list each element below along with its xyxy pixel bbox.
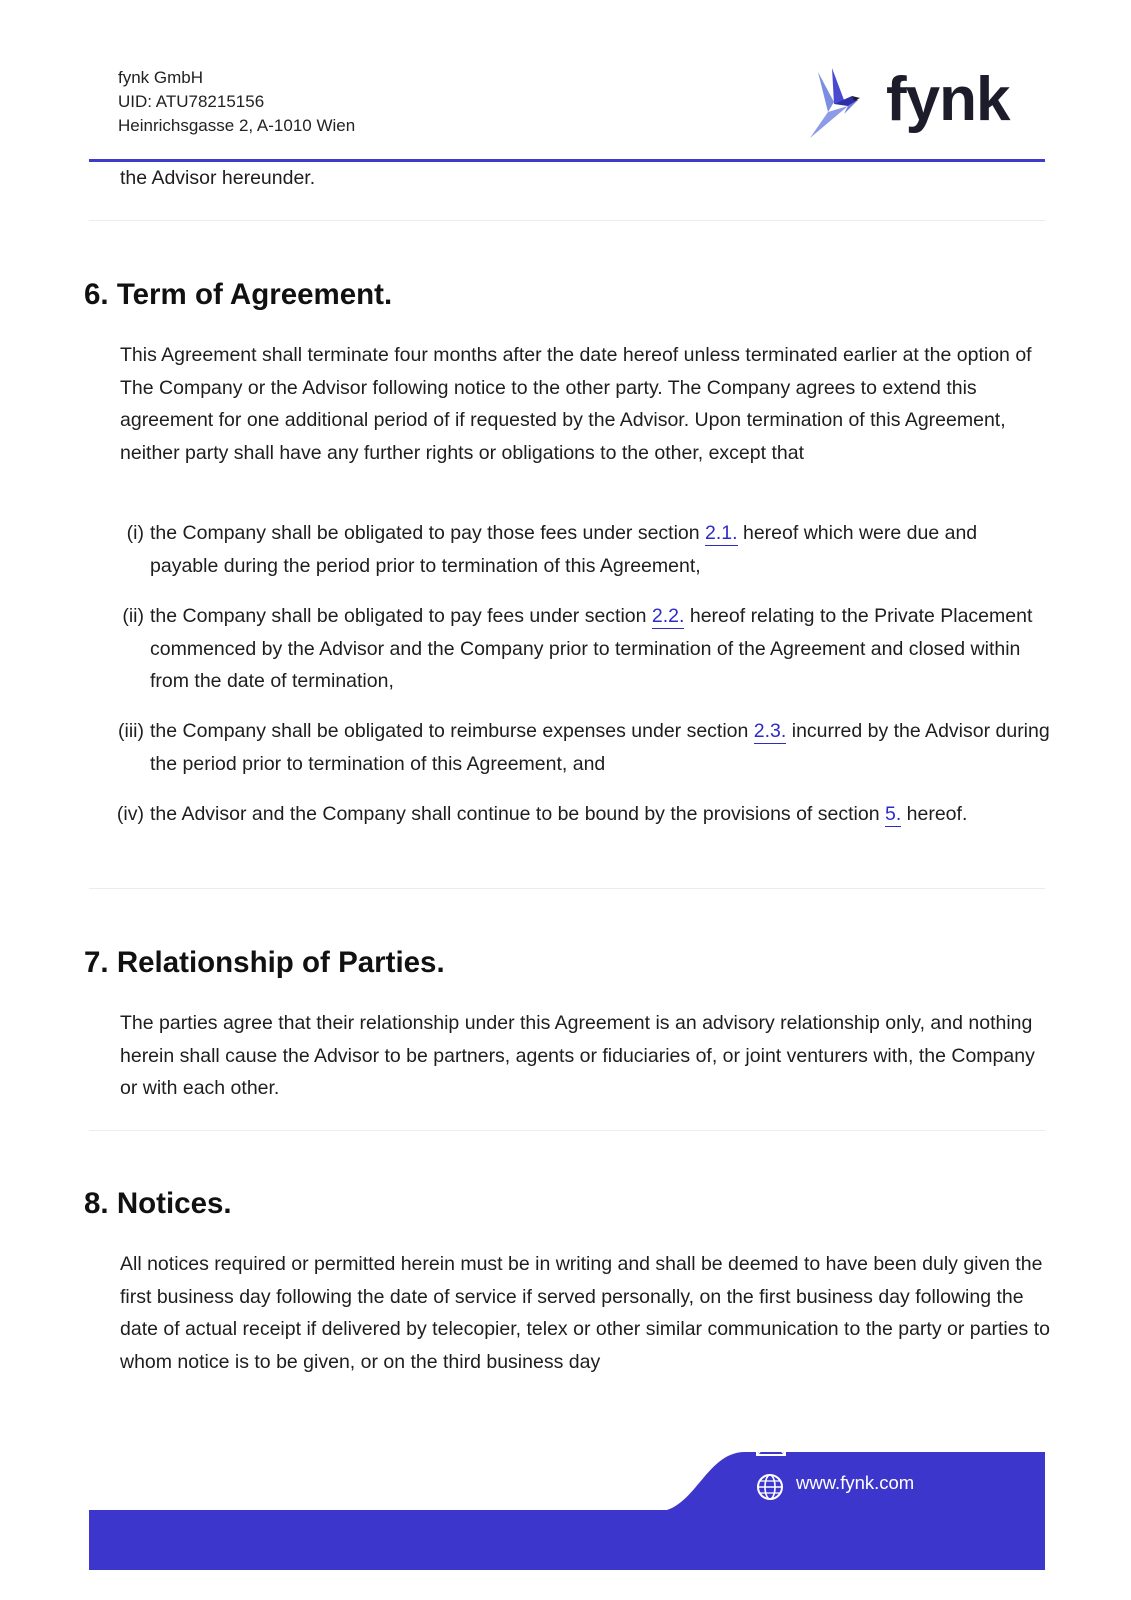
section-7-body: The parties agree that their relationship under this Agreement is an advisory relationship only, and nothing herein shall cause the Advisor to be partners, agents or fiduciaries of, or joint venturers with, the Company or with each other. [120,1012,1035,1099]
logo-wordmark: fynk [886,65,1010,134]
section-8-heading [84,1187,232,1221]
section-number: 7. [84,946,109,979]
company-uid: UID: ATU78215156 [118,92,265,111]
divider [89,1130,1045,1131]
list-marker: (iii) [118,720,144,742]
section-7-heading [84,946,445,980]
footer-website-text[interactable]: www.fynk.com [796,1472,915,1493]
continuation-text: the Advisor hereunder. [120,167,316,189]
section-title: Term of Agreement. [116,278,393,311]
list-marker: (i) [126,522,144,544]
company-info [118,66,355,138]
section-title: Relationship of Parties. [116,946,445,979]
section-number: 6. [84,278,109,311]
list-marker: (iv) [116,803,144,825]
list-item: (iv) the Advisor and the Company shall continue to be bound by the provisions of section 5. hereof. [150,798,1050,831]
divider [89,220,1045,221]
footer-band [89,1510,1045,1570]
section-ref-link[interactable]: 2.3. [753,720,787,742]
list-marker: (ii) [122,605,144,627]
list-item: (ii) the Company shall be obligated to pay fees under section 2.2. hereof relating to the Private Placement commenced by the Advisor and the Company prior to termination of the Agreement and closed within from the date of termination, [150,600,1050,698]
section-ref-link[interactable]: 2.1. [705,522,738,544]
footer-email-text[interactable]: office@fynk.com [796,1430,933,1451]
section-number: 8. [84,1187,109,1220]
bird-logo-icon [808,62,878,142]
list-item: (i) the Company shall be obligated to pay those fees under section 2.1. hereof which were due and payable during the period prior to termination of this Agreement, [150,517,1050,582]
section-ref-link[interactable]: 2.2. [651,605,685,627]
fynk-logo [808,62,1008,142]
list-item: (iii) the Company shall be obligated to reimburse expenses under section 2.3. incurred by the Advisor during the period prior to termination of this Agreement, and [150,715,1050,780]
section-ref-link[interactable]: 5. [884,803,902,825]
envelope-icon [756,1434,786,1456]
section-8-body: All notices required or permitted herein must be in writing and shall be deemed to have been duly given the first business day following the date of service if served personally, on the first business day following the date of actual receipt if delivered by telecopier, telex or other similar communication to the party or parties to whom notice is to be given, or on the third business day [120,1253,1050,1373]
company-name: fynk GmbH [118,68,204,87]
section-6-heading [84,278,392,312]
section-title: Notices. [116,1187,232,1220]
section-6-body: This Agreement shall terminate four months after the date hereof unless terminated earlier at the option of The Company or the Advisor following notice to the other party. The Company agrees to extend this agreement for one additional period of if requested by the Advisor. Upon termination of this Agreement, neither party shall have any further rights or obligations to the other, except that [120,344,1032,464]
company-address: Heinrichsgasse 2, A-1010 Wien [118,116,356,135]
globe-icon [756,1473,784,1501]
divider [89,888,1045,889]
